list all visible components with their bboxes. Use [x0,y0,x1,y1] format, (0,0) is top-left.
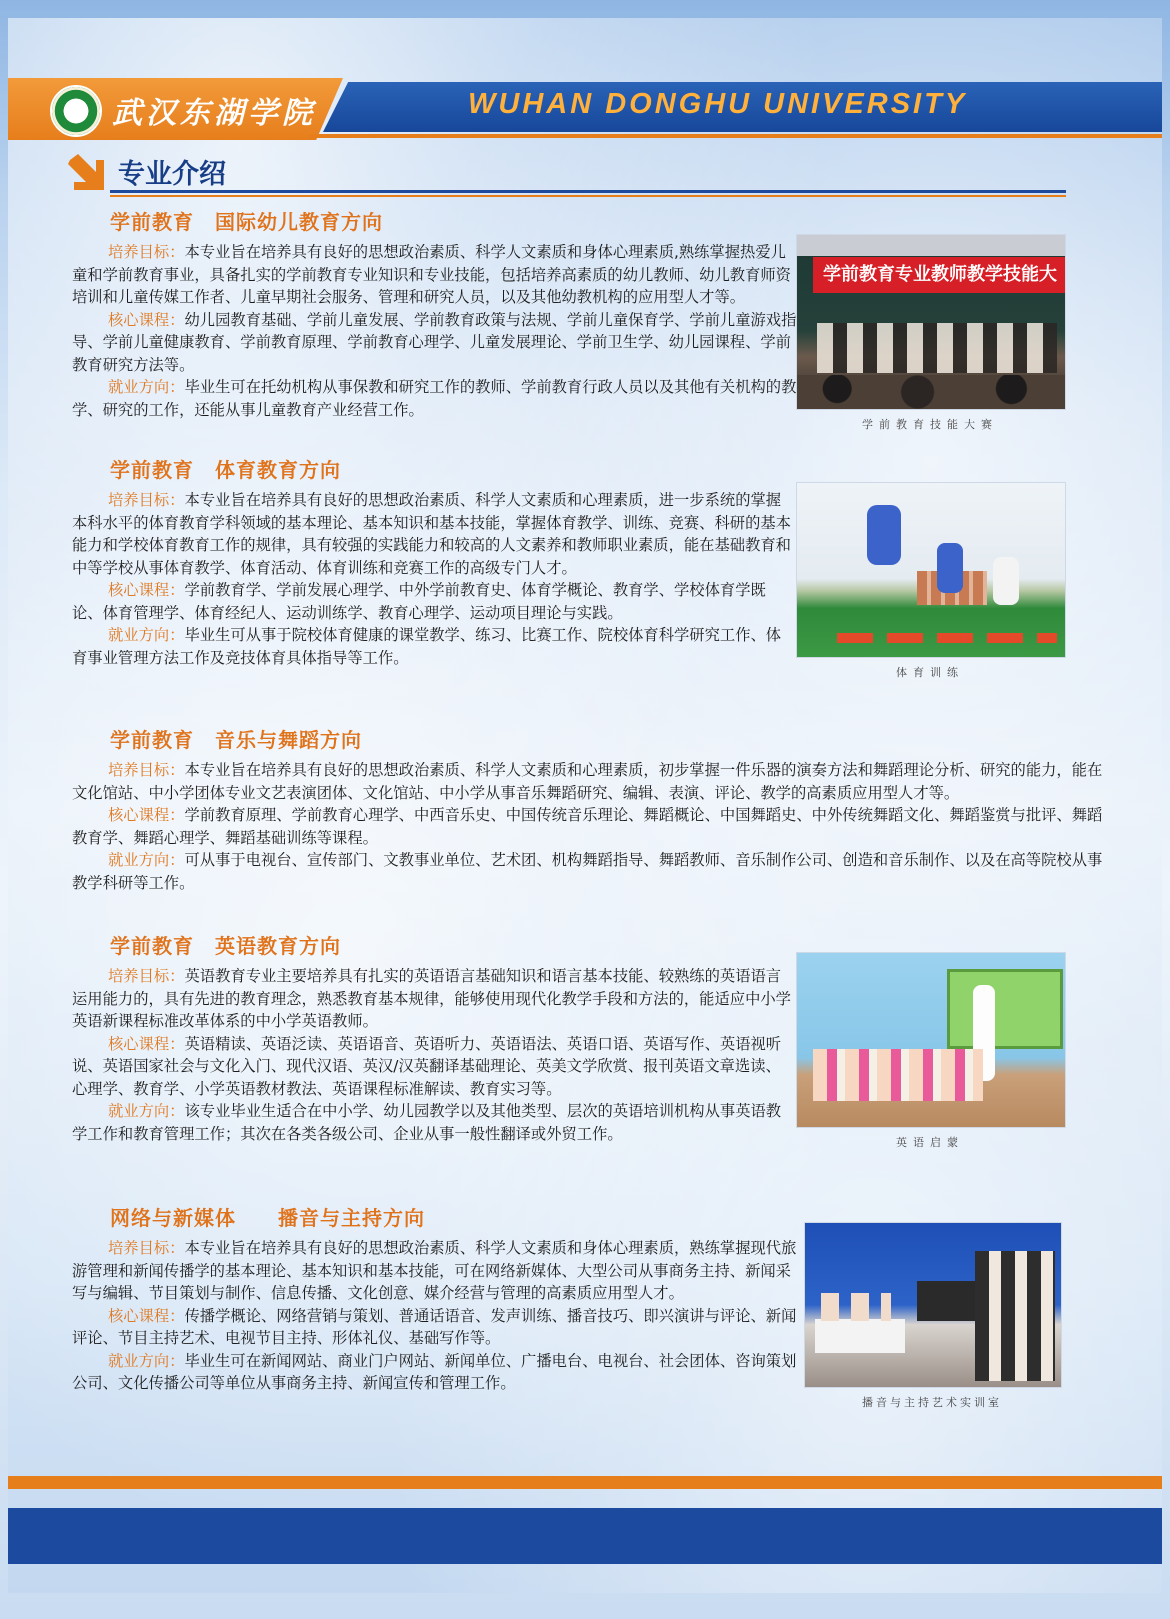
photo-caption: 英语启蒙 [896,1136,964,1149]
program-goal [72,489,792,579]
athlete-3 [993,557,1019,605]
program-jobs [72,1100,794,1145]
course-text: 幼儿园教育基础、学前儿童发展、学前教育政策与法规、学前儿童保育学、学前儿童游戏指导、学前儿童健康教育、学前教育原理、学前教育心理学、儿童发展理论、学前卫生学、幼儿园课程、学前教育研究方法等。 [72,310,797,374]
program-goal [72,1237,800,1305]
job-text: 该专业毕业生适合在中小学、幼儿园教学以及其他类型、层次的英语培训机构从事英语教学工作和教育管理工作；其次在各类各级公司、企业从事一般性翻译或外贸工作。 [72,1102,782,1143]
program-goal [72,965,794,1033]
job-text: 毕业生可从事于院校体育健康的课堂教学、练习、比赛工作、院校体育科学研究工作、体育事业管理方法工作及竞技体育具体指导等工作。 [72,626,782,667]
photo-caption: 播音与主持艺术实训室 [862,1396,1002,1409]
header-banner [8,78,1162,140]
audience-row [797,375,1065,409]
university-logo-icon [50,85,102,137]
course-label: 核心课程： [108,1306,185,1325]
course-text: 学前教育学、学前发展心理学、中外学前教育史、体育学概论、教育学、学校体育学既论、体育管理学、体育经纪人、运动训练学、教育心理学、运动项目理论与实践。 [72,581,766,622]
program-jobs [72,624,792,669]
program-goal [72,759,1104,804]
job-label: 就业方向： [108,626,185,644]
program-courses [72,1305,800,1350]
program-title: 网络与新媒体 播音与主持方向 [110,1206,425,1230]
program-title: 学前教育 音乐与舞蹈方向 [110,728,362,752]
course-label: 核心课程： [108,806,185,824]
anchors [821,1293,891,1321]
photo-caption: 学前教育技能大赛 [862,418,998,431]
photo-english-class [796,952,1066,1128]
program-block [72,1202,800,1395]
goal-label: 培养目标： [108,1239,185,1257]
photo-caption: 体育训练 [896,666,964,679]
brochure-page [8,18,1162,1593]
section-title: 专业介绍 [118,159,226,190]
goal-label: 培养目标： [108,243,185,261]
board [947,969,1063,1049]
course-label: 核心课程： [108,581,185,599]
program-jobs [72,849,1104,894]
program-courses [72,579,792,624]
university-name-en: WUHAN DONGHU UNIVERSITY [468,88,968,120]
hurdles [837,633,1057,643]
course-text: 英语精读、英语泛读、英语语音、英语听力、英语语法、英语口语、英语写作、英语视听说、英语国家社会与文化入门、现代汉语、英汉/汉英翻译基础理论、英美文学欣赏、报刊英语文章选读、心理学、教育学、小学英语教材教法、英语课程标准解读、教育实习等。 [72,1034,782,1098]
program-courses [72,804,1104,849]
program-block [72,724,1104,894]
program-goal [72,241,800,309]
goal-text: 本专业旨在培养具有良好的思想政治素质、科学人文素质和身体心理素质，熟练掌握现代旅游管理和新闻传播学的基本理论、基本知识和基本技能，可在网络新媒体、大型公司从事商务主持、新闻采写与编辑、节目策划与制作、信息传播、文化创意、媒介经营与管理的高素质应用型人才。 [72,1239,797,1302]
goal-label: 培养目标： [108,491,185,509]
course-text: 传播学概论、网络营销与策划、普通话语音、发声训练、播音技巧、即兴演讲与评论、新闻评论、节目主持艺术、电视节目主持、形体礼仪、基础写作等。 [72,1306,797,1347]
program-block [72,930,794,1145]
program-courses [72,309,800,377]
course-label: 核心课程： [108,310,185,329]
program-courses [72,1033,794,1101]
goal-text: 本专业旨在培养具有良好的思想政治素质、科学人文素质和身体心理素质,熟练掌握热爱儿童和学前教育事业，具备扎实的学前教育专业知识和专业技能，包括培养高素质的幼儿教师、幼儿教育师资培训和儿童传媒工作者、儿童早期社会服务、管理和研究人员，以及其他幼教机构的应用型人才等。 [72,243,791,306]
job-label: 就业方向： [108,1102,185,1120]
children-row [813,1049,983,1101]
athlete-2 [937,543,963,593]
program-title: 学前教育 英语教育方向 [110,934,341,958]
photo-sports-training [796,482,1066,658]
news-desk [815,1319,905,1353]
people-row [817,323,1057,373]
job-text: 毕业生可在新闻网站、商业门户网站、新闻单位、广播电台、电视台、社会团体、咨询策划公司、文化传播公司等单位从事商务主持、新闻宣传和管理工作。 [72,1351,797,1392]
arrow-down-right-icon [66,152,106,192]
goal-text: 本专业旨在培养具有良好的思想政治素质、科学人文素质和心理素质，初步掌握一件乐器的演奏方法和舞蹈理论分析、研究的能力，能在文化馆站、中小学团体专业文艺表演团体、文化馆站、中小学从事音乐舞蹈研究、编辑、表演、评论、教学的高素质应用型人才等。 [72,761,1103,802]
students [975,1251,1055,1381]
job-label: 就业方向： [108,1351,185,1370]
goal-label: 培养目标： [108,761,185,779]
photo-skills-contest [796,234,1066,410]
course-text: 学前教育原理、学前教育心理学、中西音乐史、中国传统音乐理论、舞蹈概论、中国舞蹈史、中外传统舞蹈文化、舞蹈鉴赏与批评、舞蹈教育学、舞蹈心理学、舞蹈基础训练等课程。 [72,806,1103,847]
footer-blue-band [8,1508,1162,1564]
goal-text: 英语教育专业主要培养具有扎实的英语语言基础知识和语言基本技能、较熟练的英语语言运用能力的，具有先进的教育理念，熟悉教育基本规律，能够使用现代化教学手段和方法的，能适应中小学英语新课程标准改革体系的中小学英语教师。 [72,967,791,1030]
program-title: 学前教育 体育教育方向 [110,458,341,482]
job-text: 毕业生可在托幼机构从事保教和研究工作的教师、学前教育行政人员以及其他有关机构的教学、研究的工作，还能从事儿童教育产业经营工作。 [72,378,797,419]
goal-text: 本专业旨在培养具有良好的思想政治素质、科学人文素质和心理素质，进一步系统的掌握本科水平的体育教育学科领域的基本理论、基本知识和基本技能，掌握体育教学、训练、竞赛、科研的基本能力和学校体育教育工作的规律，具有较强的实践能力和较高的人文素养和教师职业素质，能在基础教育和中等学校从事体育教学、体育活动、体育训练和竞赛工作的高级专门人才。 [72,491,791,577]
job-label: 就业方向： [108,378,185,396]
program-block [72,454,792,669]
program-block [72,206,800,421]
camera [917,1281,975,1321]
program-jobs [72,1350,800,1395]
section-rule [110,190,1066,193]
athlete-1 [867,505,901,565]
university-name-cn: 武汉东湖学院 [112,96,316,131]
program-jobs [72,376,800,421]
footer-orange-stripe [8,1476,1162,1489]
section-rule-accent [110,195,1066,197]
course-label: 核心课程： [108,1034,185,1053]
program-title: 学前教育 国际幼儿教育方向 [110,210,383,234]
banner-underline [308,134,1162,138]
photo-broadcast-studio [804,1222,1062,1388]
goal-label: 培养目标： [108,967,185,985]
job-text: 可从事于电视台、宣传部门、文教事业单位、艺术团、机构舞蹈指导、舞蹈教师、音乐制作公司、创造和音乐制作、以及在高等院校从事教学科研等工作。 [72,851,1103,892]
job-label: 就业方向： [108,851,185,869]
contest-banner: 学前教育专业教师教学技能大 [813,257,1066,293]
